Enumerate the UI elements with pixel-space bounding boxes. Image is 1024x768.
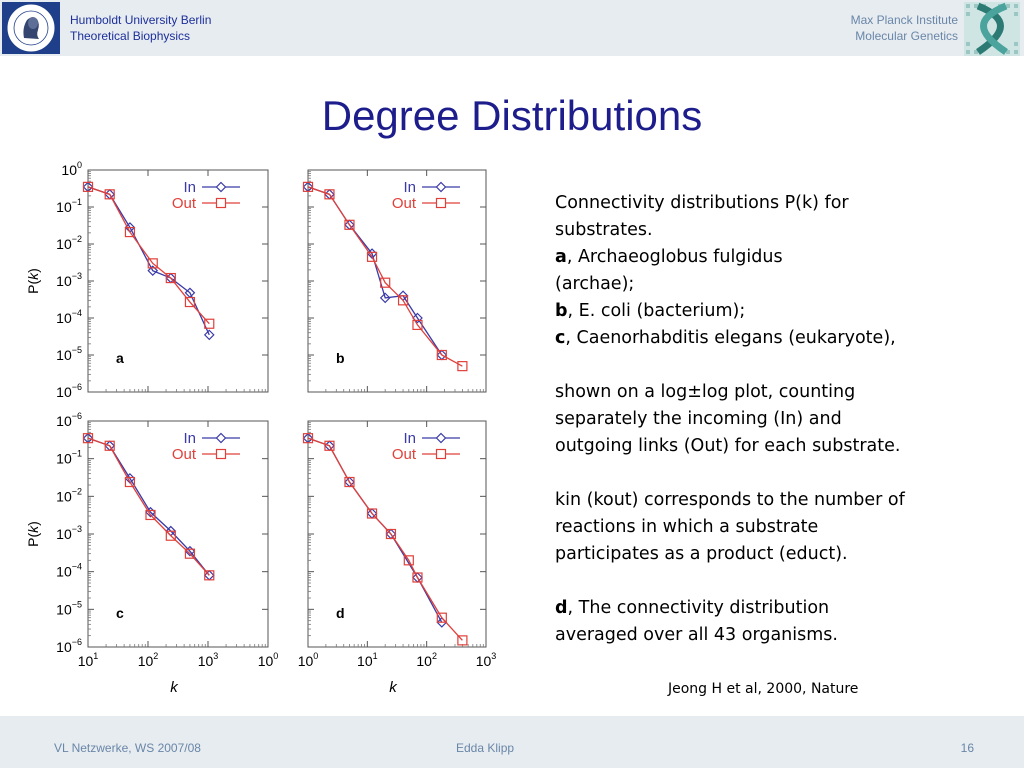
panel-a-label: a <box>116 350 124 366</box>
panel-c-y-tick-label: $10^{-4}$ <box>56 561 82 580</box>
item-a-text: , Archaeoglobus fulgidus <box>566 247 783 267</box>
footer-page-number: 16 <box>960 741 974 755</box>
humboldt-university-seal-logo <box>2 2 60 54</box>
panel-a-y-tick-label: $10^{-5}$ <box>56 345 82 363</box>
footer-author: Edda Klipp <box>456 741 515 755</box>
panel-c-legend-out-marker <box>217 450 226 459</box>
department-name: Theoretical Biophysics <box>70 29 191 43</box>
panel-d-x-tick-label: $10^3$ <box>475 651 497 669</box>
item-b-line <box>555 298 975 325</box>
panel-b-legend-out-marker <box>437 199 446 208</box>
panel-a-y-tick-label: $10^{-4}$ <box>56 308 82 326</box>
panel-c-y-tick-label: $10^{-5}$ <box>56 599 82 618</box>
intro-line-2: substrates. <box>555 220 653 240</box>
paragraph-gap <box>555 568 975 595</box>
panel-c-x-tick-label: $10^1$ <box>77 651 99 669</box>
panel-a-y-tick-label: $10^{-2}$ <box>56 234 82 252</box>
description-text <box>555 190 975 649</box>
max-planck-dna-logo <box>964 2 1020 56</box>
citation: Jeong H et al, 2000, Nature <box>668 681 859 697</box>
university-name: Humboldt University Berlin <box>70 13 212 27</box>
item-a-line-2: (archae); <box>555 274 635 294</box>
header-right-text <box>851 12 958 44</box>
panel-a-y-axis-label: P(k) <box>25 268 41 294</box>
item-c-label: c <box>555 328 566 348</box>
item-d-line-2: averaged over all 43 organisms. <box>555 625 838 645</box>
item-b-text: , E. coli (bacterium); <box>567 301 746 321</box>
paragraph-2-line-3: outgoing links (Out) for each substrate. <box>555 436 901 456</box>
institute-department: Molecular Genetics <box>855 29 958 43</box>
degree-distribution-figure <box>0 150 540 710</box>
panel-a-legend-out-label: Out <box>171 195 196 212</box>
item-d-line-1 <box>555 595 975 622</box>
header-left-text <box>70 12 211 44</box>
panel-b-legend-out-label: Out <box>391 195 416 212</box>
panel-d-x-tick-label: $10^1$ <box>357 651 378 669</box>
panel-a-y-tick-label: $10^{-6}$ <box>56 382 82 400</box>
panel-c-y-tick-label: $10^{-2}$ <box>56 486 82 505</box>
panel-a-y-tick-label: $10^0$ <box>61 160 82 178</box>
panel-a-legend-in-label: In <box>183 179 196 196</box>
panel-a-y-tick-label: $10^{-3}$ <box>56 271 82 289</box>
panel-d-legend-in-label: In <box>403 430 416 447</box>
panel-c-y-tick-label: $10^{-1}$ <box>56 448 82 467</box>
panel-c-x-tick-label: $10^0$ <box>257 651 279 669</box>
paragraph-gap <box>555 352 975 379</box>
item-c-text: , Caenorhabditis elegans (eukaryote), <box>565 328 896 348</box>
footer-course: VL Netzwerke, WS 2007/08 <box>54 741 201 755</box>
panel-d-legend-out-label: Out <box>391 446 416 463</box>
paragraph-3-line-1: kin (kout) corresponds to the number of <box>555 490 905 510</box>
panel-c-y-tick-label: $10^{-6}$ <box>56 411 82 429</box>
item-a-line-1 <box>555 244 975 271</box>
panel-c-x-tick-label: $10^3$ <box>197 651 219 669</box>
paragraph-3-line-2: reactions in which a substrate <box>555 517 819 537</box>
item-a-label: a <box>555 247 567 267</box>
panel-d-x-tick-label: $10^2$ <box>416 651 437 669</box>
panel-b-legend-in-label: In <box>403 179 416 196</box>
panel-c-label: c <box>116 605 124 621</box>
panel-d-label: d <box>336 605 345 621</box>
panel-a-y-tick-label: $10^{-1}$ <box>56 197 82 215</box>
panel-b-label: b <box>336 350 345 366</box>
intro-line-1: Connectivity distributions P(k) for <box>555 193 849 213</box>
institute-name: Max Planck Institute <box>850 13 958 27</box>
item-d-label: d <box>555 598 568 618</box>
panel-d-x-axis-label: k <box>389 679 397 696</box>
panel-c-y-tick-label: $10^{-3}$ <box>56 524 82 542</box>
paragraph-2-line-2: separately the incoming (In) and <box>555 409 842 429</box>
item-b-label: b <box>555 301 568 321</box>
slide-title: Degree Distributions <box>321 92 703 139</box>
panel-c-y-tick-label: $10^{-6}$ <box>56 637 82 655</box>
paragraph-3-line-3: participates as a product (educt). <box>555 544 848 564</box>
paragraph-gap <box>555 460 975 487</box>
panel-a-legend-out-marker <box>217 199 226 208</box>
panel-c-y-axis-label: P(k) <box>25 521 41 547</box>
panel-c-legend-in-label: In <box>183 430 196 447</box>
paragraph-2-line-1: shown on a log±log plot, counting <box>555 382 856 402</box>
panel-d-x-tick-label: $10^0$ <box>297 651 319 669</box>
panel-c-legend-out-label: Out <box>171 446 196 463</box>
panel-c-x-axis-label: k <box>170 679 178 696</box>
item-d-text: , The connectivity distribution <box>567 598 830 618</box>
item-c-line <box>555 325 975 352</box>
panel-c-x-tick-label: $10^2$ <box>137 651 159 669</box>
panel-d-legend-out-marker <box>437 450 446 459</box>
